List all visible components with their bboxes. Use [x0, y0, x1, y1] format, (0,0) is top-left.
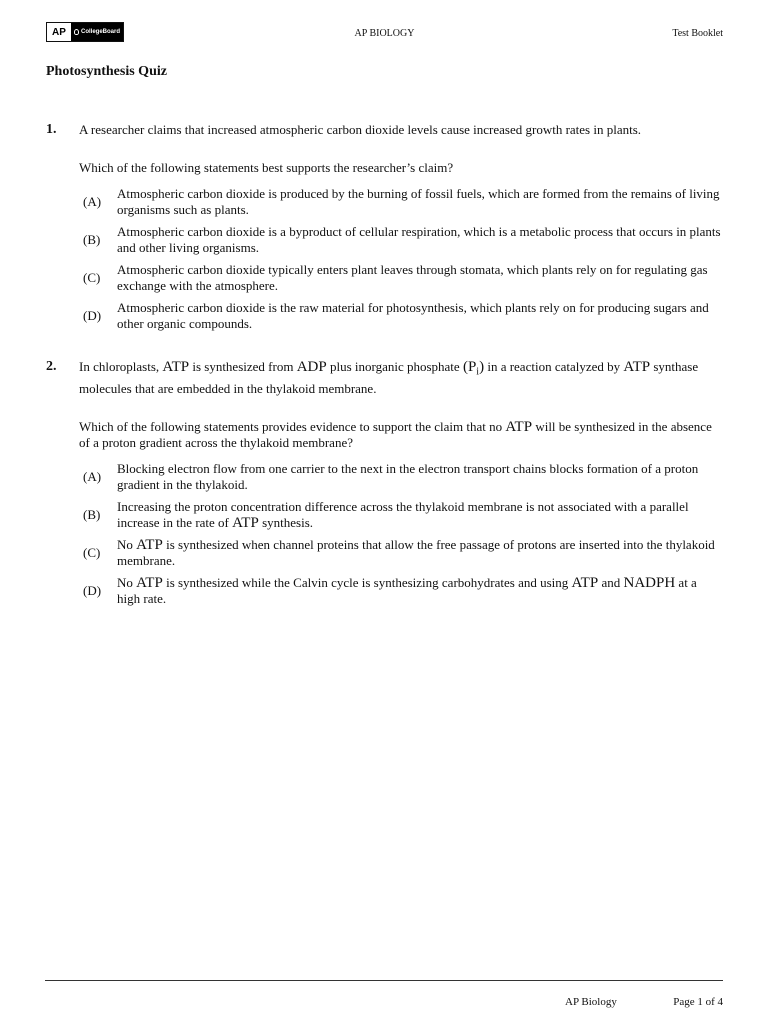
chem-term-atp: ATP — [136, 536, 163, 553]
prompt-text: Which of the following statements provides evidence to support the claim that no — [79, 418, 506, 434]
footer-subject: AP Biology — [565, 996, 617, 1008]
choice-label: (C) — [83, 544, 101, 560]
choice-label: (A) — [83, 468, 102, 484]
chem-term-pi-close: ) — [479, 359, 485, 375]
question-body — [79, 359, 723, 607]
chem-term-nadph: NADPH — [623, 574, 676, 591]
chem-term-atp: ATP — [505, 418, 533, 435]
chem-term-atp: ATP — [162, 359, 190, 375]
choice-text-part: and — [598, 574, 624, 590]
choice-text — [117, 537, 723, 569]
page-header — [46, 20, 723, 44]
header-booklet-label: Test Booklet — [672, 28, 723, 39]
chem-term-pi-open: (P — [462, 359, 477, 375]
question-number: 2. — [46, 359, 57, 374]
chem-term-atp: ATP — [232, 514, 259, 531]
question-prompt: Which of the following statements best supports the researcher’s claim? — [79, 160, 454, 175]
answer-choice-b[interactable] — [79, 499, 723, 531]
choice-label: (A) — [83, 194, 102, 209]
choice-text — [117, 499, 723, 531]
choice-text-part: Increasing the proton concentration difference across the thylakoid membrane is not associated with a parallel increase in the rate of — [117, 498, 689, 530]
prompt-text: will be synthesized in the absence of a proton gradient across the thylakoid membrane? — [79, 418, 712, 450]
answer-choice-a[interactable] — [79, 186, 723, 218]
stem-text: in a reaction catalyzed by — [484, 359, 624, 374]
question-body — [79, 122, 723, 332]
stem-text: synthase molecules that are embedded in the thylakoid membrane. — [79, 359, 699, 396]
choice-text — [117, 575, 723, 607]
footer-divider — [45, 980, 723, 981]
answer-choice-c[interactable] — [79, 537, 723, 569]
quiz-title: Photosynthesis Quiz — [46, 64, 167, 79]
answer-choice-b[interactable] — [79, 224, 723, 256]
choice-text-part: is synthesized when channel proteins that allow the free passage of protons are inserted into the thylakoid membrane. — [117, 536, 715, 568]
question-2 — [46, 359, 723, 613]
question-stem — [79, 359, 723, 397]
choice-text-part: is synthesized while the Calvin cycle is synthesizing carbohydrates and using — [162, 574, 572, 590]
stem-text: is synthesized from — [189, 359, 297, 374]
choice-label: (D) — [83, 308, 102, 323]
question-prompt — [79, 419, 723, 451]
page-number: Page 1 of 4 — [673, 996, 723, 1008]
stem-text: plus inorganic phosphate — [326, 359, 463, 374]
choice-label: (B) — [83, 232, 101, 247]
header-subject: AP BIOLOGY — [354, 28, 415, 39]
logo-collegeboard-text: CollegeBoard — [80, 29, 120, 35]
chem-term-atp: ATP — [623, 359, 651, 375]
choice-label: (D) — [83, 582, 102, 598]
choice-text-part: at a high rate. — [117, 574, 697, 606]
chem-subscript-i: i — [476, 366, 480, 378]
stem-text: In chloroplasts, — [79, 359, 163, 374]
choice-text-part: Blocking electron flow from one carrier to the next in the electron transport chains blocks formation of a proton gradient in the thylakoid. — [117, 460, 699, 492]
choice-text: Atmospheric carbon dioxide is produced by the burning of fossil fuels, which are formed from the remains of living organisms such as plants. — [117, 186, 720, 217]
choice-label: (B) — [83, 506, 101, 522]
choice-text: Atmospheric carbon dioxide is a byproduct of cellular respiration, which is a metabolic process that occurs in plants and other living organisms. — [117, 224, 721, 255]
chem-term-adp: ADP — [296, 359, 327, 375]
choice-label: (C) — [83, 270, 101, 285]
answer-choice-c[interactable] — [79, 262, 723, 294]
answer-choice-d[interactable] — [79, 300, 723, 332]
question-stem: A researcher claims that increased atmospheric carbon dioxide levels cause increased growth rates in plants. — [79, 122, 642, 137]
choice-text: Atmospheric carbon dioxide is the raw material for photosynthesis, which plants rely on for producing sugars and other organic compounds. — [117, 300, 709, 331]
question-number: 1. — [46, 122, 57, 137]
choice-text-part: No — [117, 574, 137, 590]
chem-term-atp: ATP — [571, 574, 599, 591]
answer-choice-a[interactable] — [79, 461, 723, 493]
choice-text-part: No — [117, 536, 137, 552]
choice-text — [117, 461, 723, 493]
question-1 — [46, 122, 723, 338]
answer-choice-d[interactable] — [79, 575, 723, 607]
logo-ap-mark: AP — [47, 23, 71, 41]
choice-text-part: synthesis. — [258, 514, 313, 530]
choice-text: Atmospheric carbon dioxide typically enters plant leaves through stomata, which plants rely on for regulating gas exchange with the atmosphere. — [117, 262, 708, 293]
chem-term-atp: ATP — [136, 574, 163, 591]
